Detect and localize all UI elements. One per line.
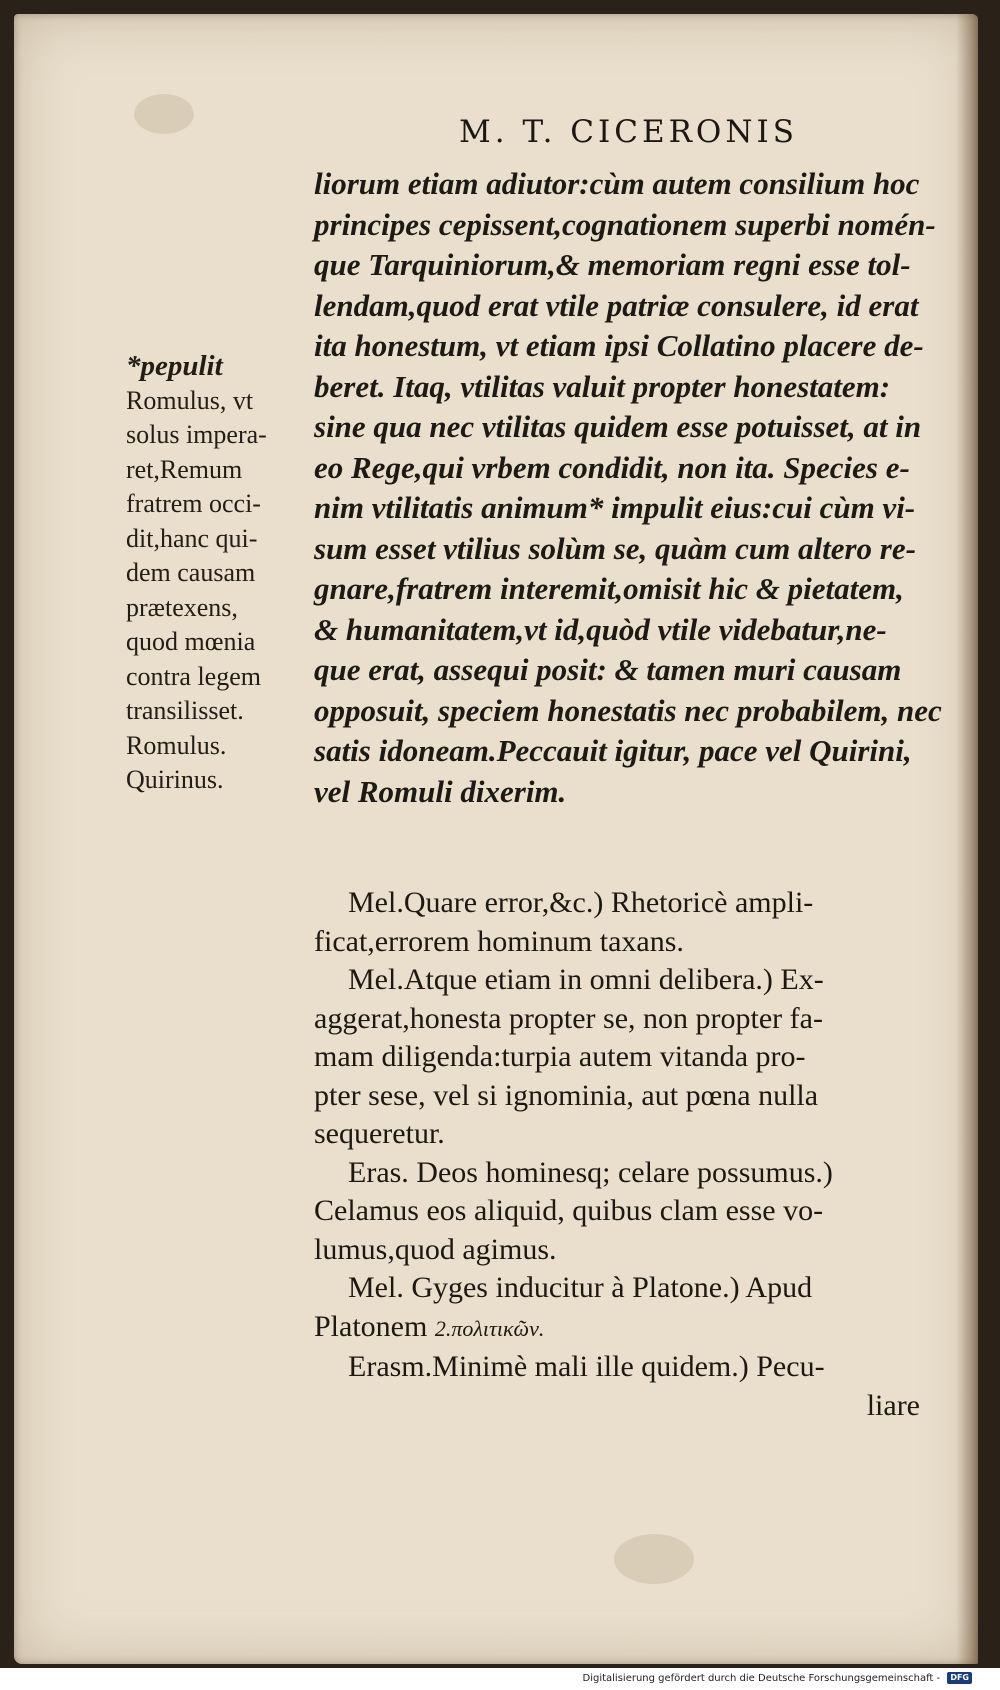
dfg-logo: DFG <box>947 1672 972 1684</box>
commentary-line-text: sequeretur. <box>314 1117 445 1150</box>
marginal-note-line: ret,Remum <box>126 454 243 484</box>
commentary-line <box>314 1038 964 1077</box>
running-head: M. T. CICERONIS <box>459 114 798 150</box>
commentary-line <box>314 923 964 962</box>
commentary-line-text: Mel. Gyges inducitur à Platone.) Apud <box>348 1271 813 1304</box>
main-text-line: liorum etiam adiutor:cùm autem consilium hoc <box>314 166 920 201</box>
footer-credit: Digitalisierung gefördert durch die Deutsche Forschungsgemeinschaft - <box>582 1673 941 1684</box>
marginal-note-line: contra legem <box>126 661 261 691</box>
commentary-line-text: liare <box>866 1388 920 1422</box>
commentary-line <box>314 1154 964 1193</box>
commentary-line-text: aggerat,honesta propter se, non propter fa- <box>314 1001 823 1035</box>
commentary-line-text: Mel.Atque etiam in omni delibera.) Ex- <box>348 963 824 996</box>
marginal-note-line: transilisset. <box>126 696 244 725</box>
commentary-line <box>314 1115 964 1154</box>
main-text-block <box>314 164 962 812</box>
commentary-line <box>314 1231 964 1270</box>
main-text-line: beret. Itaq, vtilitas valuit propter honestatem: <box>314 368 891 404</box>
marginal-note-line: solus impera- <box>126 420 267 449</box>
commentary-line-text: Platonem <box>314 1309 428 1343</box>
main-text-line: sum esset vtilius solùm se, quàm cum altero re- <box>314 530 916 566</box>
commentary-line <box>314 1077 964 1116</box>
commentary-line-text: mam diligenda:turpia autem vitanda pro- <box>314 1040 806 1073</box>
marginal-note <box>126 349 306 798</box>
commentary-line <box>314 1348 964 1387</box>
paper-stain <box>614 1534 694 1584</box>
marginal-note-line: fratrem occi- <box>126 489 261 518</box>
marginal-note-line: Romulus, vt <box>126 385 254 415</box>
commentary-line-text: Eras. Deos hominesq; celare possumus.) <box>348 1155 833 1189</box>
marginal-note-heading: *pepulit <box>126 350 223 382</box>
commentary-line <box>314 1308 964 1349</box>
marginal-note-line: Romulus. <box>126 730 227 760</box>
main-text-line: que erat, assequi posit: & tamen muri causam <box>314 652 902 687</box>
commentary-line-text: lumus,quod agimus. <box>314 1232 557 1266</box>
greek-reference: 2.πολιτικῶν. <box>434 1315 545 1341</box>
main-text-line: eo Rege,qui vrbem condidit, non ita. Species e- <box>314 449 910 485</box>
commentary-line-text: pter sese, vel si ignominia, aut pœna nulla <box>314 1078 819 1112</box>
main-text-line: que Tarquiniorum,& memoriam regni esse tol- <box>314 247 911 282</box>
marginal-note-lines <box>126 384 306 798</box>
commentary-line-text: ficat,errorem hominum taxans. <box>314 924 684 958</box>
main-text-line: opposuit, speciem honestatis nec probabilem, nec <box>314 692 942 728</box>
main-text-line: satis idoneam.Peccauit igitur, pace vel Quirini, <box>314 733 912 768</box>
commentary-line <box>314 961 964 1000</box>
commentary-line-text: Mel.Quare error,&c.) Rhetoricè ampli- <box>348 886 814 919</box>
main-text-line: nim vtilitatis animum* impulit eius:cui cùm vi- <box>314 490 916 525</box>
main-text-line: ita honestum, vt etiam ipsi Collatino placere de- <box>314 328 924 363</box>
marginal-note-line: dem causam <box>126 558 256 587</box>
commentary-line-text: Erasm.Minimè mali ille quidem.) Pecu- <box>348 1350 825 1383</box>
main-text-line: lendam,quod erat vtile patriæ consulere, id erat <box>314 287 919 323</box>
paper-stain <box>134 94 194 134</box>
main-text-line: sine qua nec vtilitas quidem esse potuisset, at in <box>314 409 922 444</box>
main-text-line: vel Romuli dixerim. <box>314 773 567 809</box>
marginal-note-line: prætexens, <box>126 592 238 622</box>
main-text-line: gnare,fratrem interemit,omisit hic & pietatem, <box>314 571 904 606</box>
main-text-line: principes cepissent,cognationem superbi nomén- <box>314 206 936 242</box>
book-page <box>14 14 978 1664</box>
commentary-line-text: Celamus eos aliquid, quibus clam esse vo- <box>314 1194 824 1227</box>
main-text-line: & humanitatem,vt id,quòd vtile videbatur,ne- <box>314 611 887 647</box>
marginal-note-line: quod mœnia <box>126 627 256 656</box>
marginal-note-line: dit,hanc qui- <box>126 523 258 553</box>
commentary-line <box>314 1192 964 1231</box>
commentary-line <box>314 1000 964 1039</box>
commentary-line <box>314 1269 964 1308</box>
digitization-footer <box>0 1668 1000 1690</box>
commentary-block <box>314 884 964 1425</box>
commentary-line <box>314 884 964 923</box>
marginal-note-line: Quirinus. <box>126 765 224 794</box>
commentary-line <box>314 1387 964 1426</box>
